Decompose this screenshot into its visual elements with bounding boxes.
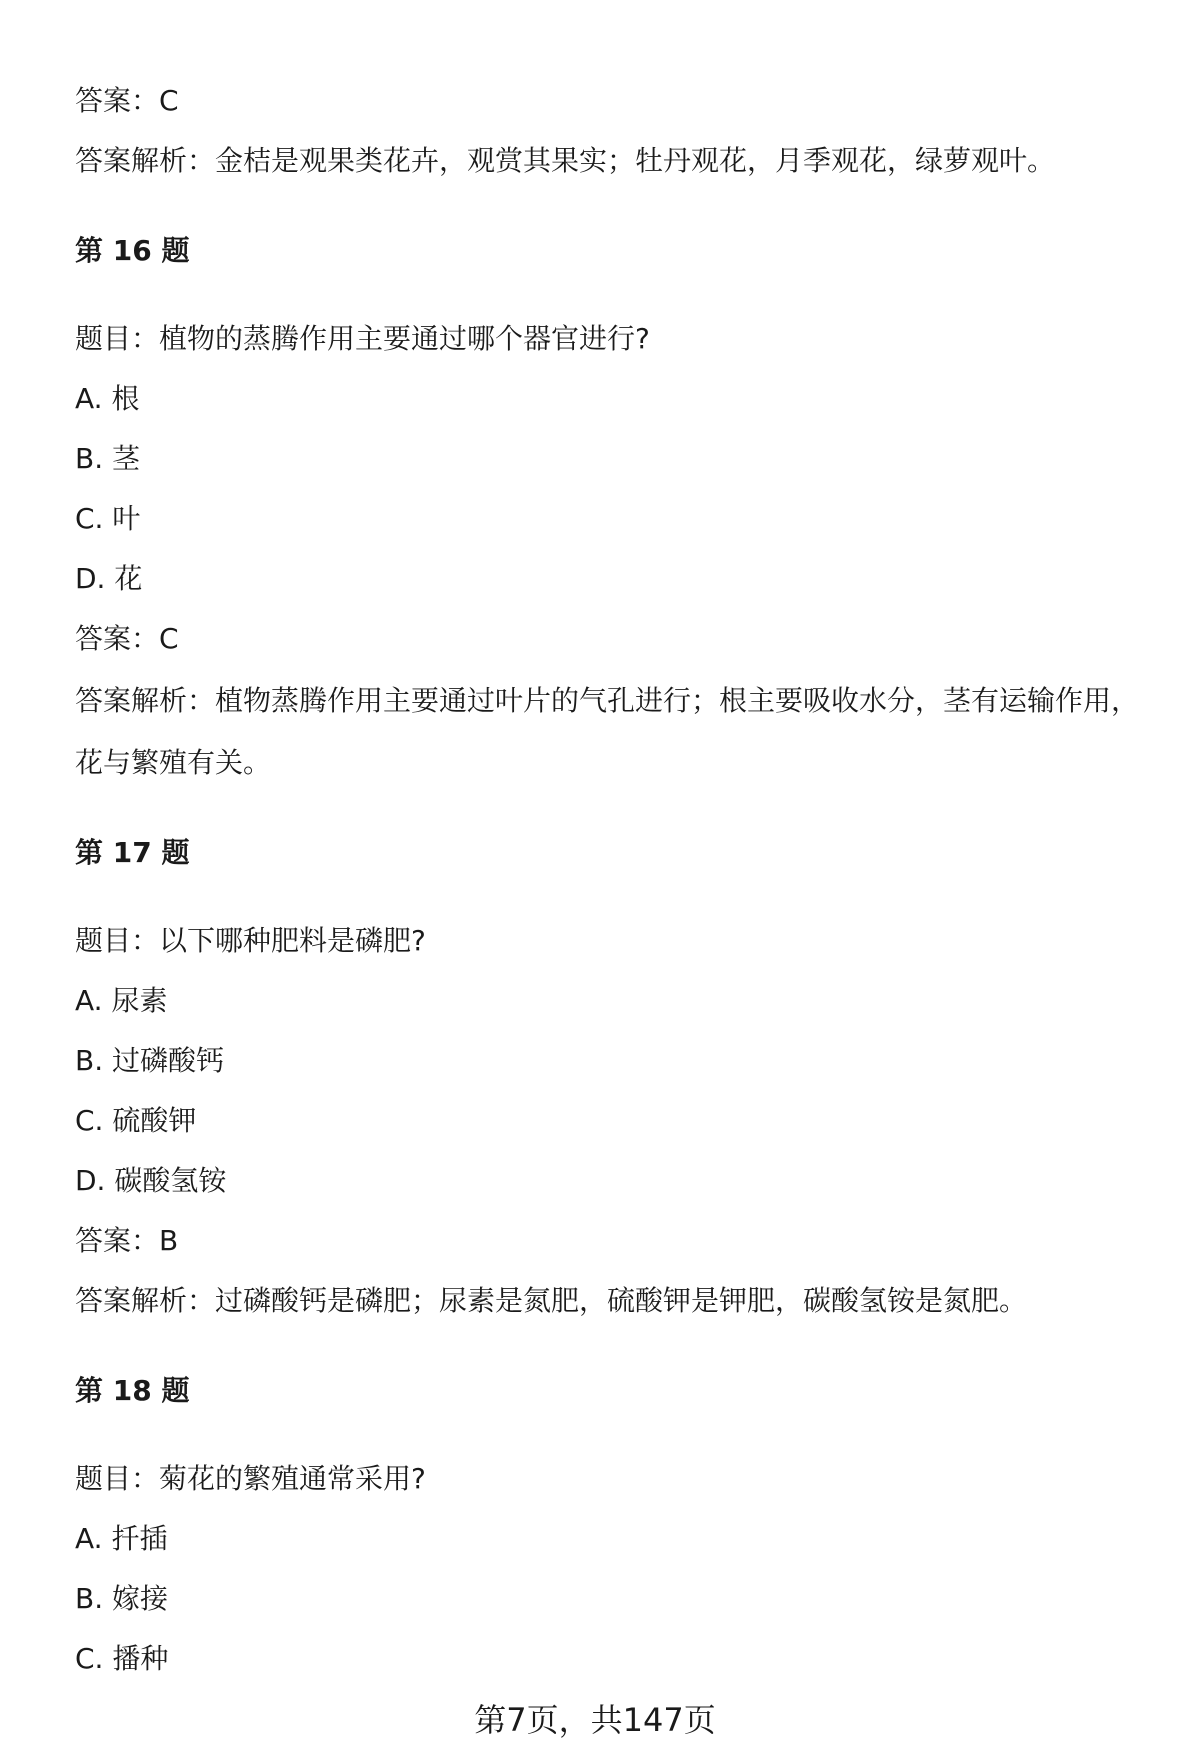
q18-question: 题目：菊花的繁殖通常采用? [75,1462,426,1495]
page-number: 第7页，共147页 [474,1701,716,1739]
q17-explanation: 答案解析：过磷酸钙是磷肥；尿素是氮肥，硫酸钾是钾肥，碳酸氢铵是氮肥。 [75,1284,1028,1317]
q16-option-d: D. 花 [75,562,143,595]
q17-option-a: A. 尿素 [75,984,168,1017]
prev-answer: 答案：C [75,84,179,117]
q16-answer: 答案：C [75,622,179,655]
q17-option-d: D. 碳酸氢铵 [75,1164,227,1197]
q16-question: 题目：植物的蒸腾作用主要通过哪个器官进行? [75,322,650,355]
q16-option-a: A. 根 [75,382,140,415]
q18-option-c: C. 播种 [75,1642,169,1675]
q17-question: 题目：以下哪种肥料是磷肥? [75,924,426,957]
q16-heading: 第 16 题 [75,234,190,267]
q17-answer: 答案：B [75,1224,179,1257]
q16-explanation: 答案解析：植物蒸腾作用主要通过叶片的气孔进行；根主要吸收水分，茎有运输作用，花与繁殖有关。 [75,684,1140,779]
q18-option-a: A. 扦插 [75,1522,168,1555]
q18-option-b: B. 嫁接 [75,1582,169,1615]
q16-option-c: C. 叶 [75,502,141,535]
q17-option-b: B. 过磷酸钙 [75,1044,225,1077]
q17-option-c: C. 硫酸钾 [75,1104,197,1137]
q18-heading: 第 18 题 [75,1374,190,1407]
prev-explanation: 答案解析：金桔是观果类花卉，观赏其果实；牡丹观花，月季观花，绿萝观叶。 [75,144,1056,177]
q17-heading: 第 17 题 [75,836,190,869]
q16-option-b: B. 茎 [75,442,141,475]
